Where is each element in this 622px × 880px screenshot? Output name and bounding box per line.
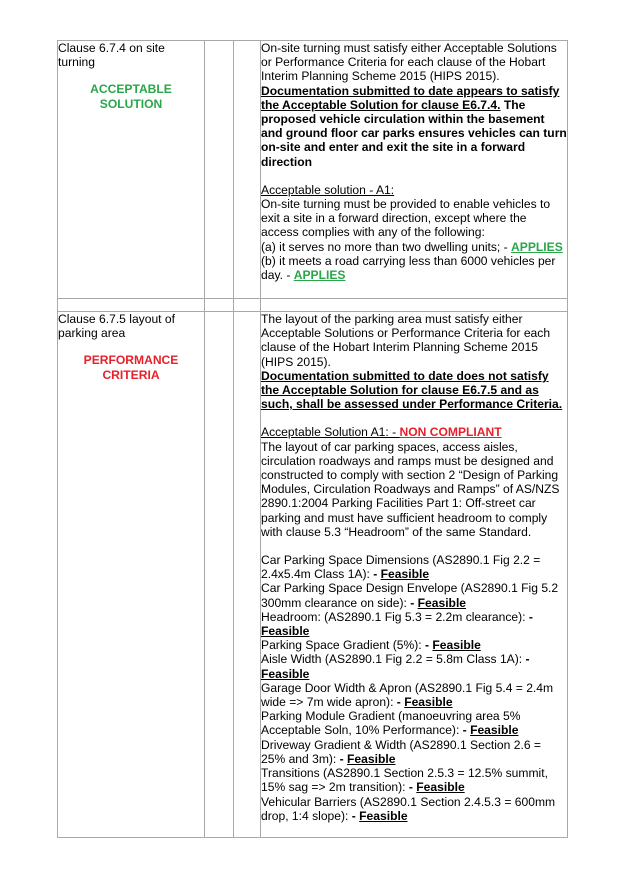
list-item — [261, 738, 567, 766]
applies-badge: APPLIES — [511, 239, 563, 254]
feasible-badge: Feasible — [261, 666, 310, 681]
finding-text — [261, 84, 567, 169]
feasible-badge: Feasible — [261, 624, 310, 639]
feasibility-list — [261, 553, 567, 823]
intro-text: On-site turning must satisfy either Acceptable Solutions or Performance Criteria for each clause of the Hobart Interim Planning Scheme 2015 (HIPS 2015). — [261, 41, 557, 84]
status-line-1: PERFORMANCE — [83, 353, 179, 368]
empty-cell — [205, 41, 234, 299]
item-dash: - — [425, 638, 433, 653]
item-text: Vehicular Barriers (AS2890.1 Section 2.4.5.3 = 600mm drop, 1:4 slope): — [261, 794, 556, 823]
empty-cell — [234, 312, 261, 838]
list-item — [261, 766, 567, 794]
assessment-table — [57, 40, 568, 838]
list-item — [261, 610, 567, 638]
intro-text: The layout of the parking area must satisfy either Acceptable Solutions or Performance Criteria for each clause of the Hobart Interim Planning Scheme 2015 (HIPS 2015). — [261, 312, 551, 369]
empty-cell — [261, 299, 568, 312]
item-text: Parking Module Gradient (manoeuvring area 5% Acceptable Soln, 10% Performance): — [261, 709, 521, 738]
item-dash: - — [410, 595, 418, 610]
item-text: Car Parking Space Dimensions (AS2890.1 Fig 2.2 = 2.4x5.4m Class 1A): — [261, 553, 541, 582]
item-dash: - — [462, 723, 471, 738]
clause-title: Clause 6.7.4 on site turning — [58, 41, 165, 70]
acceptable-solution-text: The layout of car parking spaces, access aisles, circulation roadways and ramps must be designed and constructed to comply with section 2 “Design of Parking Modules, Circulation Roadways and Ramps” of AS/NZS 2890.1:2004 Parking Facilities Part 1: Off-street car parking and must have sufficient headroom to comply with clause 5.3 “Headroom” of the same Standard. — [261, 439, 560, 539]
finding-statement: Documentation submitted to date does not satisfy the Acceptable Solution for clause E6.7.5 and as such, shall be assessed under Performance Criteria. — [261, 368, 563, 412]
table-row — [58, 41, 568, 299]
item-dash: - — [396, 695, 405, 710]
item-dash: - — [528, 609, 533, 624]
item-text: (b) it meets a road carrying less than 6000 vehicles per day. - — [261, 253, 556, 283]
empty-cell — [234, 41, 261, 299]
clause-title: Clause 6.7.5 layout of parking area — [58, 312, 175, 341]
item-text: (a) it serves no more than two dwelling units; - — [261, 239, 512, 254]
empty-cell — [58, 299, 205, 312]
empty-cell — [205, 312, 234, 838]
list-item — [261, 254, 567, 282]
finding-detail: The proposed vehicle circulation within the basement and ground floor car parks ensures vehicles can turn on-site and enter and exit the site in a forward direction — [261, 97, 567, 169]
item-text: Transitions (AS2890.1 Section 2.5.3 = 12.5% summit, 15% sag => 2m transition): — [261, 766, 548, 795]
item-dash: - — [339, 751, 348, 766]
item-text: Headroom: (AS2890.1 Fig 5.3 = 2.2m clearance): — [261, 609, 529, 624]
feasible-badge: Feasible — [432, 638, 481, 653]
item-dash: - — [408, 780, 417, 795]
item-text: Parking Space Gradient (5%): — [261, 638, 426, 653]
item-dash: - — [373, 567, 381, 582]
item-text: Driveway Gradient & Width (AS2890.1 Section 2.6 = 25% and 3m): — [261, 737, 541, 766]
acceptable-solution-heading — [261, 425, 567, 439]
acceptable-solution-text: On-site turning must be provided to enable vehicles to exit a site in a forward direction, except where the access complies with any of the following: — [261, 197, 551, 240]
list-item — [261, 709, 567, 737]
feasible-badge: Feasible — [416, 780, 465, 795]
table-row — [58, 299, 568, 312]
feasible-badge: Feasible — [470, 723, 519, 738]
list-item — [261, 638, 567, 652]
empty-cell — [205, 299, 234, 312]
empty-cell — [234, 299, 261, 312]
status-line-2: CRITERIA — [102, 367, 160, 382]
item-text: Garage Door Width & Apron (AS2890.1 Fig 5.4 = 2.4m wide => 7m wide apron): — [261, 680, 554, 710]
clause-cell — [58, 41, 205, 299]
status-label — [58, 353, 204, 381]
feasible-badge: Feasible — [347, 751, 396, 766]
acceptable-solution-heading: Acceptable solution - A1: — [261, 182, 395, 197]
finding-statement: Documentation submitted to date appears to satisfy the Acceptable Solution for clause E6.7.4. — [261, 83, 560, 112]
status-line-2: SOLUTION — [99, 96, 163, 111]
table-row — [58, 312, 568, 838]
feasible-badge: Feasible — [380, 567, 430, 582]
list-item — [261, 581, 567, 609]
heading-text: Acceptable Solution A1: - — [261, 425, 400, 440]
item-text: Car Parking Space Design Envelope (AS2890.1 Fig 5.2 300mm clearance on side): — [261, 581, 559, 610]
item-dash: - — [525, 652, 530, 667]
applies-badge: APPLIES — [293, 268, 346, 283]
assessment-cell — [261, 41, 568, 299]
item-text: Aisle Width (AS2890.1 Fig 2.2 = 5.8m Class 1A): — [261, 652, 526, 667]
non-compliant-badge: NON COMPLIANT — [399, 425, 502, 440]
clause-cell — [58, 312, 205, 838]
status-label — [58, 82, 204, 110]
list-item — [261, 795, 567, 823]
assessment-cell — [261, 312, 568, 838]
feasible-badge: Feasible — [417, 595, 467, 610]
list-item — [261, 681, 567, 709]
status-line-1: ACCEPTABLE — [90, 82, 172, 97]
list-item — [261, 652, 567, 680]
feasible-badge: Feasible — [359, 808, 408, 823]
item-dash: - — [351, 808, 360, 823]
feasible-badge: Feasible — [404, 695, 453, 710]
list-item — [261, 553, 567, 581]
list-item — [261, 240, 567, 254]
